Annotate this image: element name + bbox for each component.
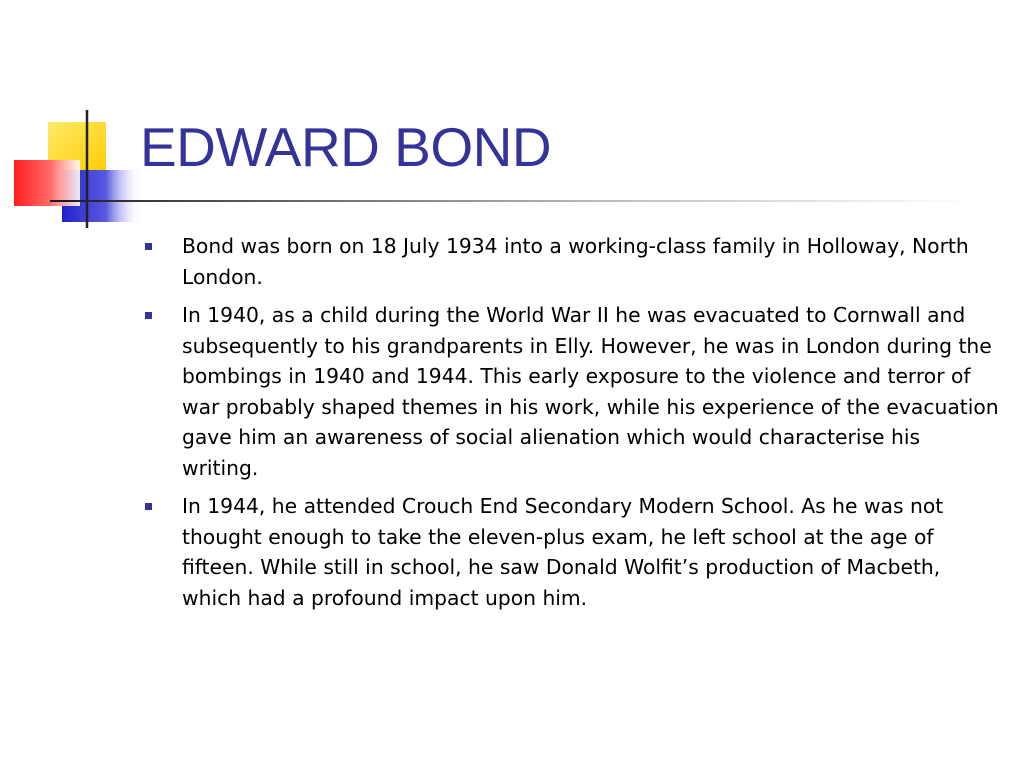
square-bullet-icon [145,503,152,510]
bullet-list [142,231,1002,621]
bullet-item [142,231,1002,292]
square-bullet-icon [145,243,152,250]
bullet-text: In 1944, he attended Crouch End Secondary Modern School. As he was not thought enough to take the eleven-plus exam, he left school at the age of fifteen. While still in school, he saw Donald Wolfit’s production of Macbeth, which had a profound impact upon him. [182,494,944,610]
slide-title: EDWARD BOND [140,116,552,178]
bullet-text: In 1940, as a child during the World War II he was evacuated to Cornwall and subsequently to his grandparents in Elly. However, he was in London during the bombings in 1940 and 1944. This early exposure to the violence and terror of war probably shaped themes in his work, while his experience of the evacuation gave him an awareness of social alienation which would characterise his writing. [182,303,999,480]
square-bullet-icon [145,312,152,319]
bullet-item [142,491,1002,613]
bullet-item [142,300,1002,483]
decorative-squares-graphic [0,0,160,240]
title-underline [50,200,970,202]
bullet-text: Bond was born on 18 July 1934 into a working-class family in Holloway, North London. [182,234,969,289]
